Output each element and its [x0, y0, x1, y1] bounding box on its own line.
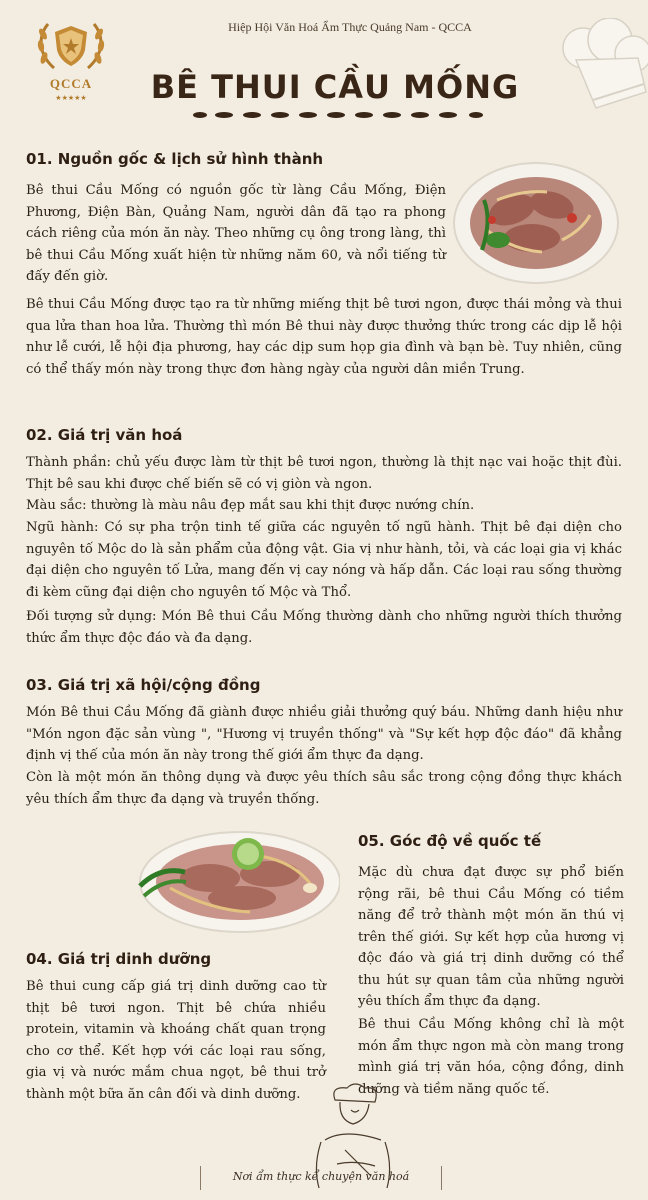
section-2-paragraph-3: Ngũ hành: Có sự pha trộn tinh tế giữa các nguyên tố ngũ hành. Thịt bê đại diện cho nguyên tố Mộc do là sản phẩm của động vật. Gia vị như hành, tỏi, và các loại gia vị khác đại diện cho nguyên tố Lửa, mang đến vị cay nóng và hấp dẫn. Các loại rau sống thường đi kèm cũng đại diện cho nguyên tố Mộc và Thổ. [26, 520, 622, 600]
veal-dish-photo [452, 160, 620, 286]
section-3-paragraph-2: Còn là một món ăn thông dụng và được yêu thích sâu sắc trong cộng đồng thực khách yêu thích ẩm thực đa dạng và truyền thống. [26, 770, 622, 807]
section-4-heading: 04. Giá trị dinh dưỡng [26, 950, 212, 968]
laurel-shield-icon [34, 16, 108, 76]
section-5-paragraph-1: Mặc dù chưa đạt được sự phổ biến rộng rãi, bê thui Cầu Mống có tiềm năng để trở thành một món ăn thú vị trên thế giới. Sự kết hợp của hương vị độc đáo và giá trị dinh dưỡng có thể thu hút sự quan tâm của những người yêu thích ẩm thực đa dạng. [358, 865, 624, 1009]
section-3-paragraph-1: Món Bê thui Cầu Mống đã giành được nhiều giải thưởng quý báu. Những danh hiệu như "Món ngon đặc sản vùng ", "Hương vị truyền thống" và "Sự kết hợp độc đáo" đã khẳng định vị thế của món ăn này trong thế giới ẩm thực đa dạng. [26, 705, 622, 763]
section-4-paragraph-1: Bê thui cung cấp giá trị dinh dưỡng cao từ thịt bê tươi ngon. Thịt bê chứa nhiều protein, vitamin và khoáng chất quan trọng cho cơ thể. Kết hợp với các loại rau sống, gia vị và nước mắm chua ngọt, bê thui trở thành một bữa ăn cân đối và dinh dưỡng. [26, 979, 326, 1102]
section-1-paragraph-2: Bê thui Cầu Mống được tạo ra từ những miếng thịt bê tươi ngon, được thái mỏng và thui qua lửa than hoa lửa. Thường thì món Bê thui này được thưởng thức trong các dịp lễ hội như lễ cưới, lễ hội địa phương, hay các dịp sum họp gia đình và bạn bè. Tuy nhiên, cũng có thể thấy món này trong thực đơn hàng ngày của người dân miền Trung. [26, 297, 622, 377]
section-2-paragraph-1: Thành phần: chủ yếu được làm từ thịt bê tươi ngon, thường là thịt nạc vai hoặc thịt đùi. Thịt bê sau khi được chế biến sẽ có vị giòn và ngon. [26, 455, 622, 492]
logo-stars: ★★★★★ [55, 94, 87, 102]
section-1-heading: 01. Nguồn gốc & lịch sử hình thành [26, 150, 324, 168]
section-5-heading: 05. Góc độ về quốc tế [358, 832, 542, 850]
section-1-paragraph-1: Bê thui Cầu Mống có nguồn gốc từ làng Cầu Mống, Điện Phương, Điện Bàn, Quảng Nam, người dân đã tạo ra phong cách riêng của món ăn này. Theo những cụ ông trong làng, thì bê thui Cầu Mống xuất hiện từ những năm 60, và nổi tiếng từ đấy đến giờ. [26, 183, 446, 284]
section-5-paragraph-2: Bê thui Cầu Mống không chỉ là một món ẩm thực ngon mà còn mang trong mình giá trị văn hóa, cộng đồng, dinh dưỡng và tiềm năng quốc tế. [358, 1017, 624, 1097]
section-2-heading: 02. Giá trị văn hoá [26, 426, 183, 444]
veal-plate-photo [130, 826, 340, 936]
logo-text: QCCA [49, 76, 93, 91]
qcca-logo [34, 16, 108, 108]
title-underline-decoration [190, 110, 490, 120]
section-2-paragraph-2: Màu sắc: thường là màu nâu đẹp mắt sau khi thịt được nướng chín. [26, 498, 475, 513]
footer-slogan: Nơi ẩm thực kể chuyện văn hoá [232, 1170, 410, 1183]
section-3-heading: 03. Giá trị xã hội/cộng đồng [26, 676, 261, 694]
section-2-paragraph-4: Đối tượng sử dụng: Món Bê thui Cầu Mống thường dành cho những người thích thưởng thức ẩm thực độc đáo và đa dạng. [26, 609, 622, 646]
organization-name: Hiệp Hội Văn Hoá Ẩm Thực Quảng Nam - QCCA [228, 20, 472, 34]
page-title: BÊ THUI CẦU MỐNG [150, 68, 520, 106]
